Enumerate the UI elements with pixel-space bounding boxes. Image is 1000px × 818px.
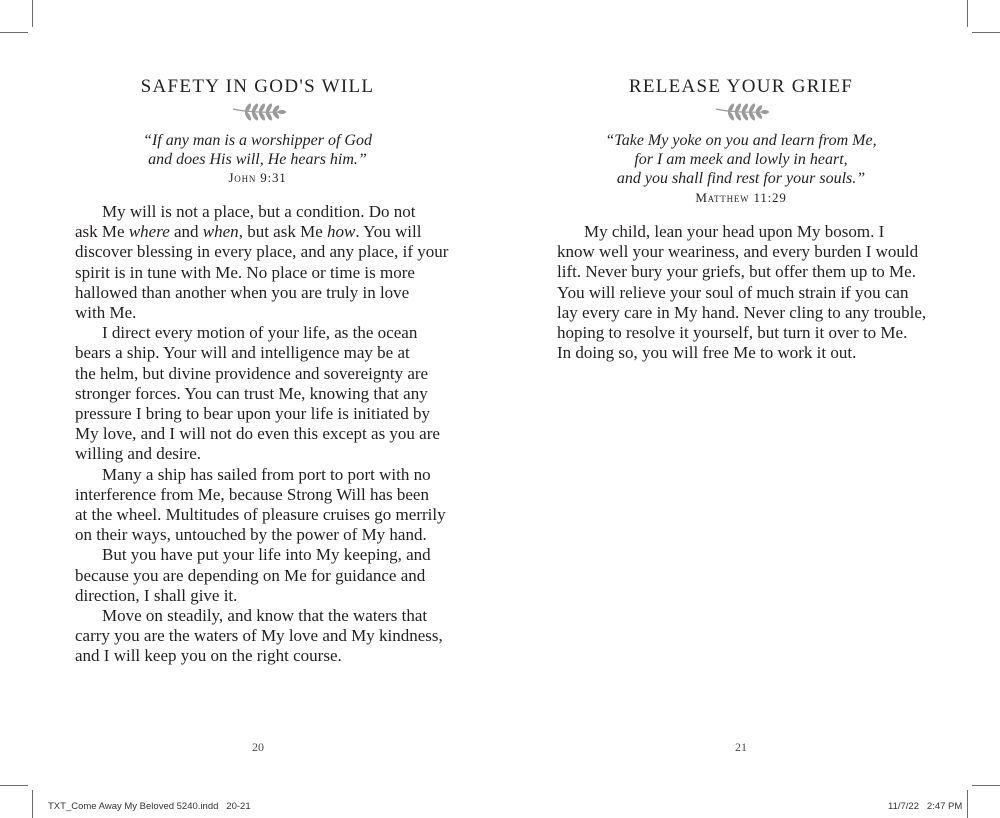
slug-file-info: TXT_Come Away My Beloved 5240.indd 20-21 xyxy=(48,801,251,812)
right-body-text xyxy=(557,222,925,363)
left-body-text xyxy=(75,202,449,667)
crop-mark-bottom-right-vertical xyxy=(967,790,968,818)
left-page-title: SAFETY IN GOD'S WILL xyxy=(140,76,375,97)
text-line: pressure I bring to bear upon your life is initiated by xyxy=(75,404,431,424)
text-line: You will relieve your soul of much strain if you can xyxy=(557,282,909,302)
text-line: lift. Never bury your griefs, but offer them up to Me. xyxy=(557,262,916,282)
quote-line: “If any man is a worshipper of God xyxy=(143,132,372,149)
text-line: I direct every motion of your life, as the ocean xyxy=(102,323,418,343)
slug-timestamp: 11/7/22 2:47 PM xyxy=(888,801,963,812)
fern-leaf-icon xyxy=(230,103,286,121)
text-line: My child, lean your head upon My bosom. I xyxy=(584,222,885,241)
crop-mark-top-left-vertical xyxy=(32,0,33,27)
text-line: know well your weariness, and every burden I would xyxy=(557,242,919,262)
right-epigraph-quote xyxy=(557,131,925,188)
crop-mark-bottom-left-horizontal xyxy=(0,785,28,786)
text-line: because you are depending on Me for guidance and xyxy=(75,565,426,585)
text-line: My will is not a place, but a condition. Do not xyxy=(102,202,416,221)
body-paragraph xyxy=(75,464,446,546)
crop-mark-bottom-left-vertical xyxy=(32,790,33,818)
text-line: Many a ship has sailed from port to port with no xyxy=(102,464,431,484)
text-line: But you have put your life into My keeping, and xyxy=(102,545,431,565)
quote-line: and you shall find rest for your souls.” xyxy=(616,170,866,187)
text-line: and I will keep you on the right course. xyxy=(75,646,342,666)
crop-mark-top-right-vertical xyxy=(967,0,968,27)
crop-mark-bottom-right-horizontal xyxy=(972,785,1000,786)
quote-line: for I am meek and lowly in heart, xyxy=(634,151,848,168)
body-paragraph xyxy=(75,606,443,667)
body-paragraph xyxy=(557,222,925,363)
text-line: spirit is in tune with Me. No place or time is more xyxy=(75,262,415,282)
text-line: at the wheel. Multitudes of pleasure cruises go merrily xyxy=(75,505,446,525)
text-line: bears a ship. Your will and intelligence may be at xyxy=(75,343,410,363)
text-line: lay every care in My hand. Never cling to any trouble, xyxy=(557,302,927,322)
left-epigraph-quote xyxy=(75,131,440,169)
body-paragraph xyxy=(75,545,440,606)
crop-mark-top-left-horizontal xyxy=(0,32,28,33)
text-line: ask Me where and when, but ask Me how. You will xyxy=(75,222,422,242)
text-line: hallowed than another when you are truly in love xyxy=(75,282,410,302)
text-line: In doing so, you will free Me to work it out. xyxy=(557,343,857,363)
right-page xyxy=(557,0,925,818)
quote-line: “Take My yoke on you and learn from Me, xyxy=(605,132,877,149)
body-paragraph xyxy=(75,202,449,323)
quote-line: and does His will, He hears him.” xyxy=(148,151,367,168)
text-line: the helm, but divine providence and sovereignty are xyxy=(75,363,429,383)
page-number-left: 20 xyxy=(252,740,264,754)
left-scripture-reference: John 9:31 xyxy=(228,170,287,185)
text-line: hoping to resolve it yourself, but turn it over to Me. xyxy=(557,323,908,343)
text-line: direction, I shall give it. xyxy=(75,585,238,605)
page-number-right: 21 xyxy=(735,740,747,754)
text-line: on their ways, untouched by the power of My hand. xyxy=(75,525,427,545)
text-line: stronger forces. You can trust Me, knowing that any xyxy=(75,383,428,403)
left-page xyxy=(75,0,449,818)
text-line: Move on steadily, and know that the waters that xyxy=(102,606,428,626)
right-scripture-reference: Matthew 11:29 xyxy=(695,190,787,205)
text-line: carry you are the waters of My love and My kindness, xyxy=(75,626,443,646)
crop-mark-top-right-horizontal xyxy=(972,32,1000,33)
text-line: willing and desire. xyxy=(75,444,202,464)
right-page-title: RELEASE YOUR GRIEF xyxy=(628,76,854,97)
body-paragraph xyxy=(75,323,440,464)
text-line: interference from Me, because Strong Will has been xyxy=(75,484,429,504)
text-line: discover blessing in every place, and any place, if your xyxy=(75,242,449,262)
text-line: with Me. xyxy=(75,303,137,323)
text-line: My love, and I will not do even this except as you are xyxy=(75,424,440,444)
fern-leaf-icon xyxy=(713,103,769,121)
